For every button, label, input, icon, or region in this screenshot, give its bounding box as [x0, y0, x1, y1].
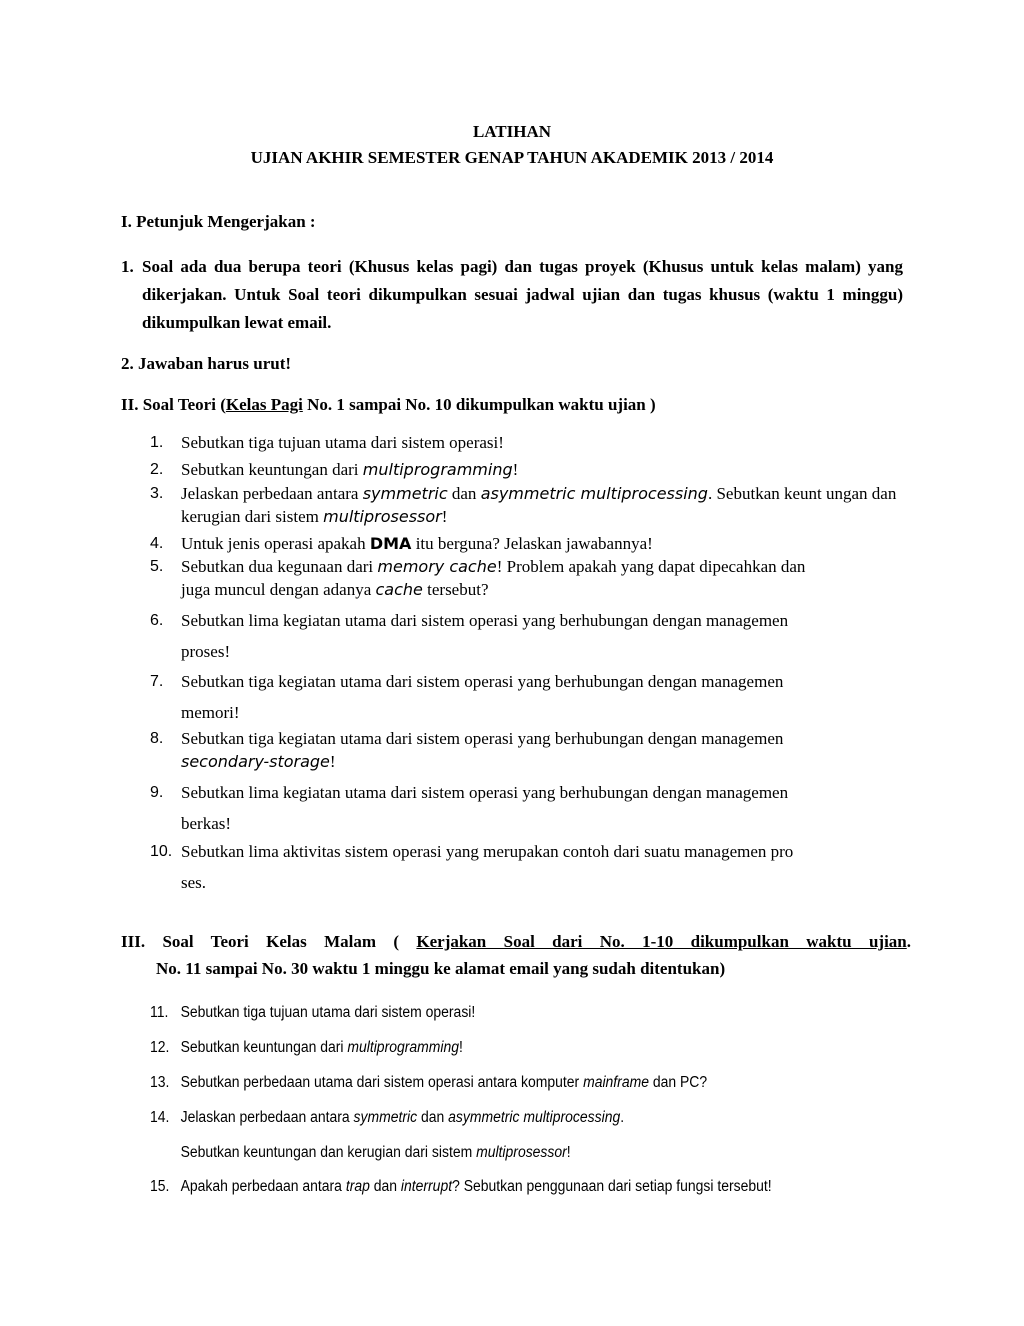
- question-number: 3.: [150, 485, 164, 502]
- document-title: LATIHAN: [472, 122, 552, 141]
- question-10: [150, 836, 910, 898]
- question-number: 13.: [150, 1074, 170, 1091]
- question-13: [150, 1073, 834, 1093]
- question-text: Sebutkan tiga tujuan utama dari sistem operasi!: [180, 1004, 476, 1021]
- question-text: Sebutkan lima kegiatan utama dari sistem operasi yang berhubungan dengan managemen proses!: [181, 611, 789, 661]
- section-3-heading: III. Soal Teori Kelas Malam ( Kerjakan Soal dari No. 1-10 dikumpulkan waktu ujian.: [121, 932, 911, 951]
- question-number: 14.: [150, 1109, 170, 1126]
- question-text: Sebutkan tiga kegiatan utama dari sistem operasi yang berhubungan dengan managemen secondary-storage!: [181, 729, 784, 771]
- question-text: Sebutkan keuntungan dari multiprogramming!: [181, 460, 519, 479]
- question-number: 5.: [150, 558, 164, 575]
- question-number: 1.: [150, 434, 164, 451]
- question-5: [150, 555, 910, 601]
- instruction-1: [121, 253, 903, 337]
- question-text: Sebutkan perbedaan utama dari sistem operasi antara komputer mainframe dan PC?: [180, 1074, 708, 1091]
- question-number: 4.: [150, 535, 164, 552]
- question-7: [150, 666, 910, 728]
- question-text: Sebutkan tiga tujuan utama dari sistem operasi!: [181, 433, 504, 452]
- section-1-heading: I. Petunjuk Mengerjakan :: [121, 212, 316, 231]
- question-text: Jelaskan perbedaan antara symmetric dan asymmetric multiprocessing. Sebutkan keunt ungan dan kerugian dari sistem multiprosessor!: [181, 484, 897, 526]
- question-number: 12.: [150, 1039, 170, 1056]
- question-text: Sebutkan keuntungan dari multiprogramming!: [180, 1039, 463, 1056]
- question-number: 8.: [150, 730, 164, 747]
- question-number: 11.: [150, 1004, 169, 1021]
- question-15: [150, 1177, 834, 1197]
- question-number: 6.: [150, 612, 164, 629]
- question-2: [150, 458, 910, 481]
- section-2-heading: [121, 395, 656, 415]
- question-text: Sebutkan dua kegunaan dari memory cache! Problem apakah yang dapat dipecahkan dan juga muncul dengan adanya cache tersebut?: [181, 557, 806, 599]
- question-text: Apakah perbedaan antara trap dan interrupt? Sebutkan penggunaan dari setiap fungsi tersebut!: [180, 1178, 772, 1195]
- question-8: [150, 727, 910, 773]
- question-1: [150, 431, 910, 454]
- question-text: Untuk jenis operasi apakah DMA itu berguna? Jelaskan jawabannya!: [181, 534, 653, 553]
- question-number: 10.: [150, 843, 173, 860]
- question-3: [150, 482, 910, 528]
- question-12: [150, 1038, 834, 1058]
- instruction-1-text: Soal ada dua berupa teori (Khusus kelas pagi) dan tugas proyek (Khusus untuk kelas malam) yang dikerjakan. Untuk Soal teori dikumpulkan sesuai jadwal ujian dan tugas khusus (waktu 1 minggu) dikumpulkan lewat email.: [142, 257, 903, 332]
- section-2-heading-b: No. 1 sampai No. 10 dikumpulkan waktu ujian ): [302, 395, 656, 414]
- question-text: Sebutkan lima aktivitas sistem operasi yang merupakan contoh dari suatu managemen pro ses.: [181, 842, 794, 892]
- document-subtitle: UJIAN AKHIR SEMESTER GENAP TAHUN AKADEMIK 2013 / 2014: [250, 148, 774, 167]
- section-3-heading-line2: No. 11 sampai No. 30 waktu 1 minggu ke alamat email yang sudah ditentukan): [156, 959, 726, 978]
- section-2-heading-a: II. Soal Teori (: [121, 395, 226, 414]
- question-14: [150, 1107, 834, 1170]
- question-text: Sebutkan lima kegiatan utama dari sistem operasi yang berhubungan dengan managemen berkas!: [181, 783, 789, 833]
- question-number: 9.: [150, 784, 164, 801]
- question-6: [150, 605, 910, 667]
- question-text: Jelaskan perbedaan antara symmetric dan asymmetric multiprocessing. Sebutkan keuntungan dan kerugian dari sistem multiprosessor!: [180, 1109, 625, 1161]
- question-text: Sebutkan tiga kegiatan utama dari sistem operasi yang berhubungan dengan managemen memori!: [181, 672, 784, 722]
- question-number: 7.: [150, 673, 164, 690]
- question-11: [150, 1003, 834, 1023]
- instruction-1-number: 1.: [121, 257, 134, 276]
- instruction-2: 2. Jawaban harus urut!: [121, 354, 292, 373]
- question-number: 15.: [150, 1178, 170, 1195]
- question-4: [150, 532, 910, 555]
- section-2-heading-underlined: Kelas Pagi: [225, 395, 303, 414]
- question-9: [150, 777, 910, 839]
- question-number: 2.: [150, 461, 164, 478]
- section-3-heading-underlined: Kerjakan Soal dari No. 1-10 dikumpulkan waktu ujian: [416, 932, 907, 951]
